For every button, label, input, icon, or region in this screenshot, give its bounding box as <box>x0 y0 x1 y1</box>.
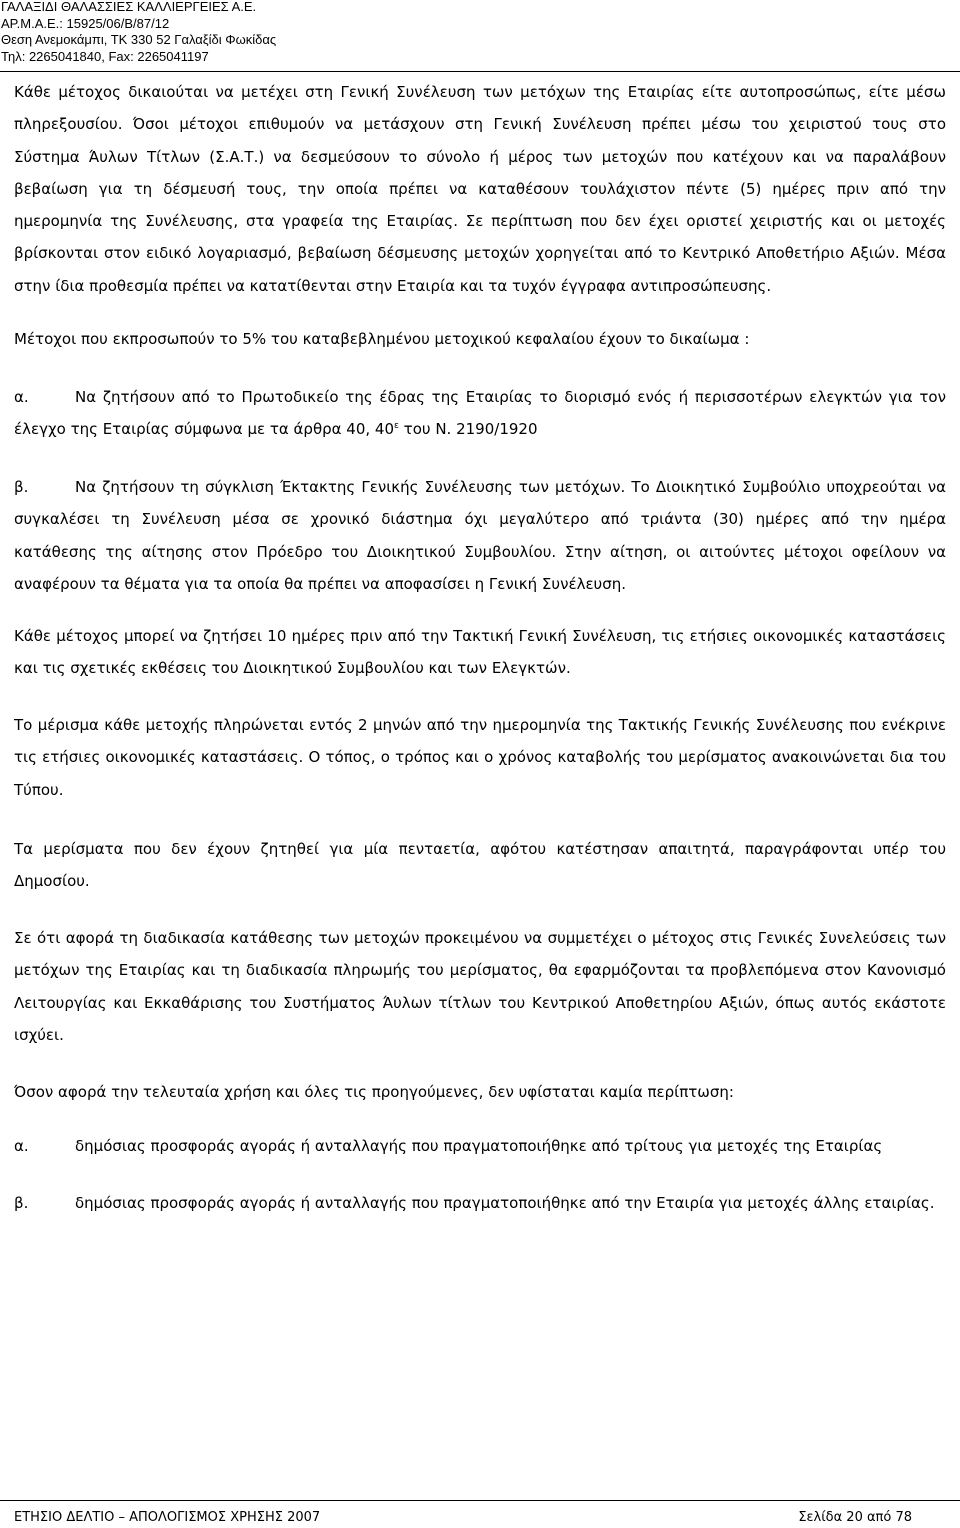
paragraph-shareholder-participation <box>14 76 946 302</box>
text-line: δημόσιας προσφοράς αγοράς ή ανταλλαγής που πραγματοποιήθηκε από τρίτους για μετοχές της Εταιρίας <box>75 1137 883 1155</box>
page-header <box>1 0 276 66</box>
text-line: Μέτοχοι που εκπροσωπούν το 5% του καταβεβλημένου μετοχικού κεφαλαίου έχουν το δικαίωμα : <box>14 330 750 348</box>
page-number: Σελίδα 20 από 78 <box>798 1510 912 1525</box>
text-line: Σύστημα Άυλων Τίτλων (Σ.Α.Τ.) να δεσμεύσουν το σύνολο ή μέρος των μετοχών που κατέχουν και να παραλάβουν <box>14 147 946 166</box>
text-segment: του Ν. 2190/1920 <box>398 420 538 439</box>
header-divider <box>0 71 960 72</box>
paragraph-dividend-payment <box>14 709 946 806</box>
list-item-extraordinary-meeting <box>14 471 946 600</box>
paragraph-financial-statements-request <box>14 620 946 685</box>
text-line: Να ζητήσουν από το Πρωτοδικείο της έδρας της Εταιρίας το διορισμό ενός ή περισσοτέρων ελεγκτών για τον <box>75 388 946 406</box>
text-line: αναφέρουν τα θέματα για τα οποία θα πρέπει να αποφασίσει η Γενική Συνέλευση. <box>14 574 627 593</box>
list-marker: α. <box>14 1137 29 1155</box>
text-line: μετόχων της Εταιρίας και τη διαδικασία πληρωμής του μερίσματος, θα εφαρμόζονται τα προβλεπόμενα στον Κανονισμό <box>14 961 946 980</box>
company-address: Θεση Ανεμοκάμπι, ΤΚ 330 52 Γαλαξίδι Φωκίδας <box>1 32 277 48</box>
text-line: κατάθεσης της αίτησης στον Πρόεδρο του Διοικητικού Συμβουλίου. Στην αίτηση, οι αιτούντες μέτοχοι οφείλουν να <box>14 542 946 561</box>
text-segment: έλεγχο της Εταιρίας σύμφωνα με τα άρθρα 40, 40 <box>14 420 395 439</box>
text-line: και τις σχετικές εκθέσεις του Διοικητικού Συμβουλίου και των Ελεγκτών. <box>14 659 571 678</box>
text-line: ημερομηνία της Συνέλευσης, στα γραφεία της Εταιρίας. Σε περίπτωση που δεν έχει οριστεί χειριστής και οι μετοχές <box>14 212 946 231</box>
list-marker: β. <box>14 1194 29 1212</box>
paragraph-deposit-procedure <box>14 922 946 1051</box>
text-line: Σε ότι αφορά τη διαδικασία κατάθεσης των μετοχών προκειμένου να συμμετέχει ο μέτοχος στις Γενικές Συνελεύσεις των <box>14 929 946 947</box>
list-marker: β. <box>14 478 29 496</box>
company-name: ΓΑΛΑΞΙΔΙ ΘΑΛΑΣΣΙΕΣ ΚΑΛΛΙΕΡΓΕΙΕΣ Α.Ε. <box>1 0 257 14</box>
text-line: βεβαίωση για τη δέσμευσή τους, την οποία πρέπει να καταθέσουν τουλάχιστον πέντε (5) ημέρες πριν από την <box>14 179 946 198</box>
text-line: στην ίδια προθεσμία πρέπει να κατατίθενται στην Εταιρία και τα τυχόν έγγραφα αντιπροσώπευσης. <box>14 276 772 295</box>
superscript: ε <box>394 421 399 432</box>
text-line: Όσον αφορά την τελευταία χρήση και όλες τις προηγούμενες, δεν υφίσταται καμία περίπτωση: <box>14 1083 734 1101</box>
text-line-with-superscript <box>14 413 946 445</box>
text-line: βρίσκονται στον ειδικό λογαριασμό, βεβαίωση δέσμευσης μετοχών χορηγείται από το Κεντρικό Αποθετήριο Αξιών. Μέσα <box>14 244 946 263</box>
text-line: Να ζητήσουν τη σύγκλιση Έκτακτης Γενικής Συνέλευσης των μετόχων. Το Διοικητικό Συμβούλιο υποχρεούται να <box>75 478 946 496</box>
text-line: Τα μερίσματα που δεν έχουν ζητηθεί για μία πενταετία, αφότου κατέστησαν απαιτητά, παραγράφονται υπέρ του <box>14 840 946 858</box>
footer-divider <box>0 1500 960 1501</box>
text-line: Κάθε μέτοχος δικαιούται να μετέχει στη Γενική Συνέλευση των μετόχων της Εταιρίας είτε αυτοπροσώπως, είτε μέσω <box>14 83 946 101</box>
text-line: ισχύει. <box>14 1025 64 1044</box>
paragraph-public-offers <box>14 1076 946 1108</box>
list-item-offer-third-parties <box>14 1130 946 1162</box>
list-item-offer-company <box>14 1187 946 1219</box>
footer-title: ΕΤΗΣΙΟ ΔΕΛΤΙΟ – ΑΠΟΛΟΓΙΣΜΟΣ ΧΡΗΣΗΣ 2007 <box>14 1510 321 1525</box>
text-line: Το μέρισμα κάθε μετοχής πληρώνεται εντός 2 μηνών από την ημερομηνία της Τακτικής Γενικής Συνέλευσης που ενέκρινε <box>14 716 946 734</box>
text-line: συγκαλέσει τη Συνέλευση μέσα σε χρονικό διάστημα όχι μεγαλύτερο από τριάντα (30) ημέρες από την ημέρα <box>14 510 946 529</box>
text-line: Κάθε μέτοχος μπορεί να ζητήσει 10 ημέρες πριν από την Τακτική Γενική Συνέλευση, τις ετήσιες οικονομικές καταστάσεις <box>14 627 946 645</box>
text-line: πληρεξουσίου. Όσοι μέτοχοι επιθυμούν να μετάσχουν στη Γενική Συνέλευση πρέπει μέσω του χειριστού τους στο <box>14 115 946 134</box>
registration-number: ΑΡ.Μ.Α.Ε.: 15925/06/Β/87/12 <box>1 15 170 31</box>
text-line: τις ετήσιες οικονομικές καταστάσεις. Ο τόπος, ο τρόπος και ο χρόνος καταβολής του μερίσματος ανακοινώνεται δια του <box>14 748 946 767</box>
company-phone-fax: Τηλ: 2265041840, Fax: 2265041197 <box>1 49 209 65</box>
text-line: Τύπου. <box>14 780 64 799</box>
text-line: δημόσιας προσφοράς αγοράς ή ανταλλαγής που πραγματοποιήθηκε από την Εταιρία για μετοχές άλλης εταιρίας. <box>75 1194 935 1212</box>
text-line: Δημοσίου. <box>14 872 90 891</box>
list-marker: α. <box>14 388 29 406</box>
paragraph-minority-rights <box>14 323 946 355</box>
text-line: Λειτουργίας και Εκκαθάρισης του Συστήματος Άυλων τίτλων του Κεντρικού Αποθετηρίου Αξιών, όπως αυτός εκάστοτε <box>14 993 946 1012</box>
list-item-auditors <box>14 381 946 446</box>
paragraph-unclaimed-dividends <box>14 833 946 898</box>
